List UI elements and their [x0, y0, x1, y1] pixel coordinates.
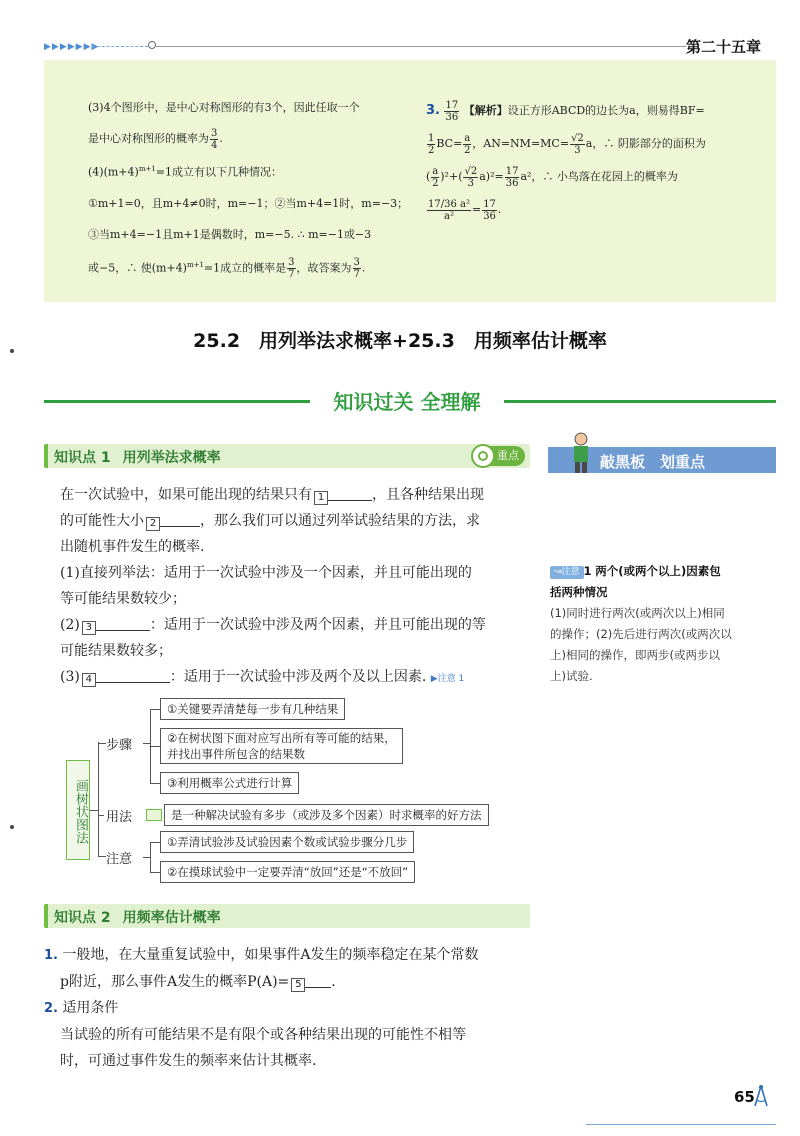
header-circle-icon: [148, 41, 156, 49]
fraction: $\frac{3}{7}$: [288, 256, 295, 280]
step-1: ①关键要弄清楚每一步有几种结果: [160, 698, 345, 720]
answer-left-column: [88, 92, 408, 283]
tree-label-note: 注意: [106, 848, 132, 867]
fraction: $\frac{17}{36}$: [505, 165, 519, 189]
text-line: 的可能性大小 2 ，那么我们可以通过列举试验结果的方法，求: [60, 513, 480, 529]
fraction: $\frac{a}{2}$: [464, 132, 471, 156]
text-line: 等可能结果数较少；: [60, 591, 186, 607]
tree-connector: [98, 856, 106, 857]
page-number: 65: [734, 1088, 755, 1106]
text-line: (3) 4 ：适用于一次试验中涉及两个及以上因素. ▶注意 1: [60, 669, 465, 685]
step-2: ②在树状图下面对应写出所有等可能的结果， 并找出事件所包含的结果数: [160, 728, 403, 764]
tree-connector: [90, 810, 98, 811]
fraction: $\frac{3}{7}$: [353, 256, 360, 280]
use-description: 是一种解决试验有多步（或涉及多个因素）时求概率的好方法: [164, 804, 489, 826]
blank-line: [160, 513, 200, 527]
answer-line: 是中心对称图形的概率为 $\frac{3}{4}$ .: [88, 127, 223, 151]
answer-line: ( $\frac{a}{2}$ )²+( $\frac{√2}{3}$ a)²= $\frac{17}{36}$ a²，∴ 小鸟落在花园上的概率为: [426, 165, 678, 189]
header-dashed-line: [92, 46, 148, 47]
side-panel-title: 敲黑板 划重点: [600, 453, 706, 471]
banner-title: 知识过关 全理解: [333, 390, 481, 414]
tree-connector: [150, 872, 160, 873]
fraction: $\frac{√2}{3}$: [571, 132, 584, 156]
step-3: ③利用概率公式进行计算: [160, 772, 299, 794]
kp2-title: 知识点 2 用频率估计概率: [54, 910, 221, 926]
blank-line: [328, 487, 372, 501]
fraction: $\frac{a}{2}$: [432, 165, 439, 189]
blank-number-box: 3: [82, 621, 96, 635]
kp1-body: [60, 482, 536, 692]
text-line: 1. 一般地，在大量重复试验中，如果事件A发生的频率稳定在某个常数: [44, 947, 479, 963]
answer-line: ③当m+4=−1且m+1是偶数时，m=−5. ∴ m=−1或−3: [88, 227, 372, 241]
tree-connector: [150, 709, 160, 710]
arrow-right-icon: [146, 809, 162, 821]
teacher-icon: [566, 432, 596, 474]
answer-line: $\frac{\text{17/36 a²}}{\text{a²}}$ = $\frac{17}{36}$ .: [428, 198, 502, 222]
text-line: 在一次试验中，如果可能出现的结果只有 1 ，且各种结果出现: [60, 487, 484, 503]
text-line: p附近，那么事件A发生的概率P(A)= 5 .: [60, 974, 336, 990]
answer-line: ①m+1=0，且m+4≠0时，m=−1；②当m+4=1时，m=−3；: [88, 196, 409, 210]
blank-number-box: 1: [314, 491, 328, 505]
text-line: 出随机事件发生的概率.: [60, 539, 205, 555]
tree-connector: [150, 783, 160, 784]
note-line: 上)相同的操作，即两步(或两步以: [550, 648, 720, 662]
note-heading: 括两种情况: [550, 585, 608, 599]
answer-line: $(4)(m+4)^{m+1}=1$成立有以下几种情况：: [88, 165, 282, 179]
kp2-body: [44, 942, 536, 1074]
note-1: ①弄清试验涉及试验因素个数或试验步骤分几步: [160, 831, 414, 853]
note-ref: ▶注意 1: [430, 674, 465, 684]
banner-line-right: [504, 400, 776, 403]
note-heading: ↝注意 1 两个(或两个以上)因素包: [550, 561, 776, 582]
kp1-title: 知识点 1 用列举法求概率: [54, 450, 221, 466]
text-line: 时，可通过事件发生的频率来估计其概率.: [60, 1053, 317, 1069]
tree-connector: [98, 815, 104, 816]
tree-label-steps: 步骤: [106, 734, 132, 753]
note-2: ②在摸球试验中一定要弄清“放回”还是“不放回”: [160, 861, 415, 883]
blank-number-box: 2: [146, 517, 160, 531]
key-badge: 重点: [473, 446, 525, 466]
compass-icon: [752, 1084, 770, 1108]
fraction: $\frac{17}{36}$: [445, 99, 459, 123]
answer-line: 3. $\frac{17}{36}$ 【解析】设正方形ABCD的边长为a，则易得BF=: [426, 99, 705, 123]
note-line: (1)同时进行两次(或两次以上)相同: [550, 606, 725, 620]
target-icon: [471, 444, 495, 468]
answer-line: $\frac{1}{2}$ BC= $\frac{a}{2}$ ，AN=NM=MC= $\frac{√2}{3}$ a，∴ 阴影部分的面积为: [428, 132, 706, 156]
tree-root: 画树状图法: [66, 760, 90, 860]
answer-line: (3)4个图形中，是中心对称图形的有3个，因此任取一个: [88, 101, 360, 114]
chapter-title: 第二十五章: [686, 38, 762, 56]
blank-number-box: 4: [82, 673, 96, 687]
answer-right-column: [426, 94, 766, 226]
header-rule: [156, 46, 686, 47]
text-line: 2. 适用条件: [44, 1000, 119, 1016]
blank-line: [96, 669, 170, 683]
note-badge: ↝注意: [550, 566, 584, 579]
margin-dot: [10, 825, 14, 829]
tree-label-use: 用法: [106, 806, 132, 825]
tree-connector: [143, 743, 150, 744]
banner-line-left: [44, 400, 310, 403]
note-line: 上)试验.: [550, 669, 593, 683]
fraction: $\frac{1}{2}$: [428, 132, 435, 156]
blank-line: [305, 974, 331, 988]
margin-dot: [10, 349, 14, 353]
fraction: $\frac{\text{17/36 a²}}{\text{a²}}$: [428, 198, 470, 222]
side-note: [550, 561, 776, 687]
tree-connector: [150, 746, 160, 747]
footer-rule: [586, 1124, 776, 1125]
header-arrows: ▶▶▶▶▶▶▶: [44, 42, 100, 52]
section-title: 25.2 用列举法求概率+25.3 用频率估计概率: [193, 330, 607, 352]
text-line: 可能结果数较多；: [60, 643, 172, 659]
blank-line: [96, 617, 150, 631]
note-line: 的操作；(2)先后进行两次(或两次以: [550, 627, 732, 641]
blank-number-box: 5: [291, 978, 305, 992]
tree-trunk: [98, 742, 99, 856]
fraction: $\frac{√2}{3}$: [464, 165, 478, 189]
text-line: (2) 3 ：适用于一次试验中涉及两个因素，并且可能出现的等: [60, 617, 486, 633]
tree-connector: [98, 743, 106, 744]
answer-line: 或−5，∴ 使$(m+4)^{m+1}=1$成立的概率是 $\frac{3}{7}$ ，故答案为 $\frac{3}{7}$ .: [88, 256, 366, 280]
fraction: $\frac{17}{36}$: [483, 198, 496, 222]
text-line: 当试验的所有可能结果不是有限个或各种结果出现的可能性不相等: [60, 1027, 466, 1043]
note-bracket: [150, 842, 151, 872]
fraction: $\frac{3}{4}$: [211, 127, 218, 151]
text-line: (1)直接列举法：适用于一次试验中涉及一个因素，并且可能出现的: [60, 565, 472, 581]
tree-connector: [150, 842, 160, 843]
tree-connector: [143, 857, 150, 858]
